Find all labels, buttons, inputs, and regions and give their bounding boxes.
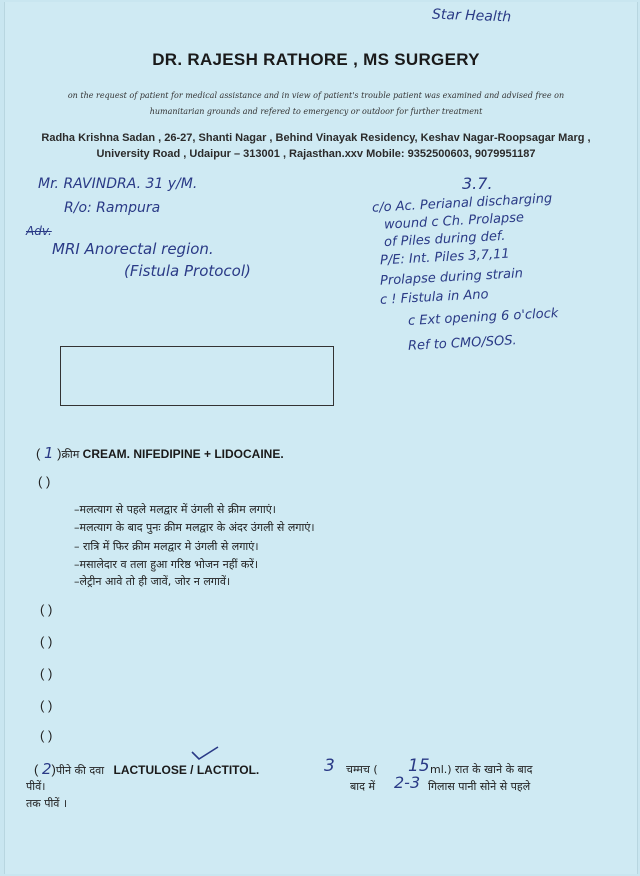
clinical-note-line: c ! Fistula in Ano <box>379 287 489 308</box>
rx2-number: 2 <box>41 760 52 778</box>
rx2-name: LACTULOSE / LACTITOL. <box>113 763 260 777</box>
rx2-dose: 15 <box>408 756 430 776</box>
rx1-name: CREAM. NIFEDIPINE + LIDOCAINE. <box>82 447 284 461</box>
empty-slot: ( ) <box>40 698 53 713</box>
tagline: on the request of patient for medical assistance and in view of patient's trouble patient was examined and advised free on humanitarian grounds and refered to emergency or outdoor for further treatment <box>67 91 565 116</box>
rx2-line2-left: पीवें। <box>26 780 46 793</box>
patient-name: Mr. RAVINDRA. 31 y/M. <box>38 176 198 192</box>
rx2-line2-mid: बाद में <box>350 780 376 793</box>
empty-slot: ( ) <box>40 666 53 681</box>
empty-slot: ( ) <box>40 634 53 649</box>
clinical-note-line: Ref to CMO/SOS. <box>407 333 518 354</box>
instruction-2: –मलत्याग के बाद पुनः क्रीम मलद्वार के अंदर उंगली से लगाएं। <box>74 521 315 534</box>
clinical-note-line: c/o Ac. Perianal discharging <box>371 191 553 216</box>
instruction-1: –मलत्याग से पहले मलद्वार में उंगली से क्रीम लगाएं। <box>74 503 276 516</box>
rx2-line: ( 2)पीने की दवा LACTULOSE / LACTITOL. <box>34 760 260 778</box>
rx2-spoons: 3 <box>324 756 335 776</box>
clinical-note-line: Prolapse during strain <box>379 266 524 289</box>
empty-slot: ( ) <box>40 728 53 743</box>
rx1-prefix: क्रीम <box>61 448 80 461</box>
patient-residence: R/o: Rampura <box>64 200 161 216</box>
clinical-note-line: c Ext opening 6 o'clock <box>407 306 559 329</box>
rx2-spoon-word: चम्मच ( <box>346 763 378 776</box>
clinical-note-line: wound c Ch. Prolapse <box>383 210 525 233</box>
rx2-line2-right: गिलास पानी सोने से पहले <box>428 780 531 793</box>
instruction-5: –लेट्रीन आवे तो ही जावें, जोर न लगावें। <box>74 575 231 588</box>
rx2-glasses: 2-3 <box>394 773 421 792</box>
clinical-note-line: P/E: Int. Piles 3,7,11 <box>379 246 511 269</box>
visit-date: 3.7. <box>462 174 493 193</box>
mri-protocol: (Fistula Protocol) <box>124 262 251 280</box>
rx1-line: ( 1 )क्रीम CREAM. NIFEDIPINE + LIDOCAINE. <box>36 444 284 462</box>
empty-slot: ( ) <box>40 602 53 617</box>
empty-slot: ( ) <box>38 474 51 489</box>
rx2-line3: तक पीवें । <box>26 797 68 810</box>
advice-label: Adv. <box>26 224 52 238</box>
mri-advice: MRI Anorectal region. <box>52 240 214 258</box>
tick-mark <box>190 744 220 762</box>
rx2-dose-unit: ml.) रात के खाने के बाद <box>430 763 533 776</box>
instruction-4: –मसालेदार व तला हुआ गरिष्ठ भोजन नहीं करें। <box>74 558 259 571</box>
clinic-address: Radha Krishna Sadan , 26-27, Shanti Nagar , Behind Vinayak Residency, Keshav Nagar-Roopsagar Marg , University Road , Udaipur – 313001 , Rajasthan.xxv Mobile: 9352500603, 9079951187 <box>41 132 591 160</box>
corner-note: Star Health <box>431 6 512 26</box>
empty-box <box>60 346 334 406</box>
rx2-prefix: पीने की दवा <box>55 764 105 777</box>
clinical-note-line: of Piles during def. <box>383 228 506 251</box>
doctor-title: DR. RAJESH RATHORE , MS SURGERY <box>152 50 480 69</box>
rx1-number: 1 <box>43 444 54 462</box>
instruction-3: – रात्रि में फिर क्रीम मलद्वार मे उंगली से लगाएं। <box>74 540 259 553</box>
